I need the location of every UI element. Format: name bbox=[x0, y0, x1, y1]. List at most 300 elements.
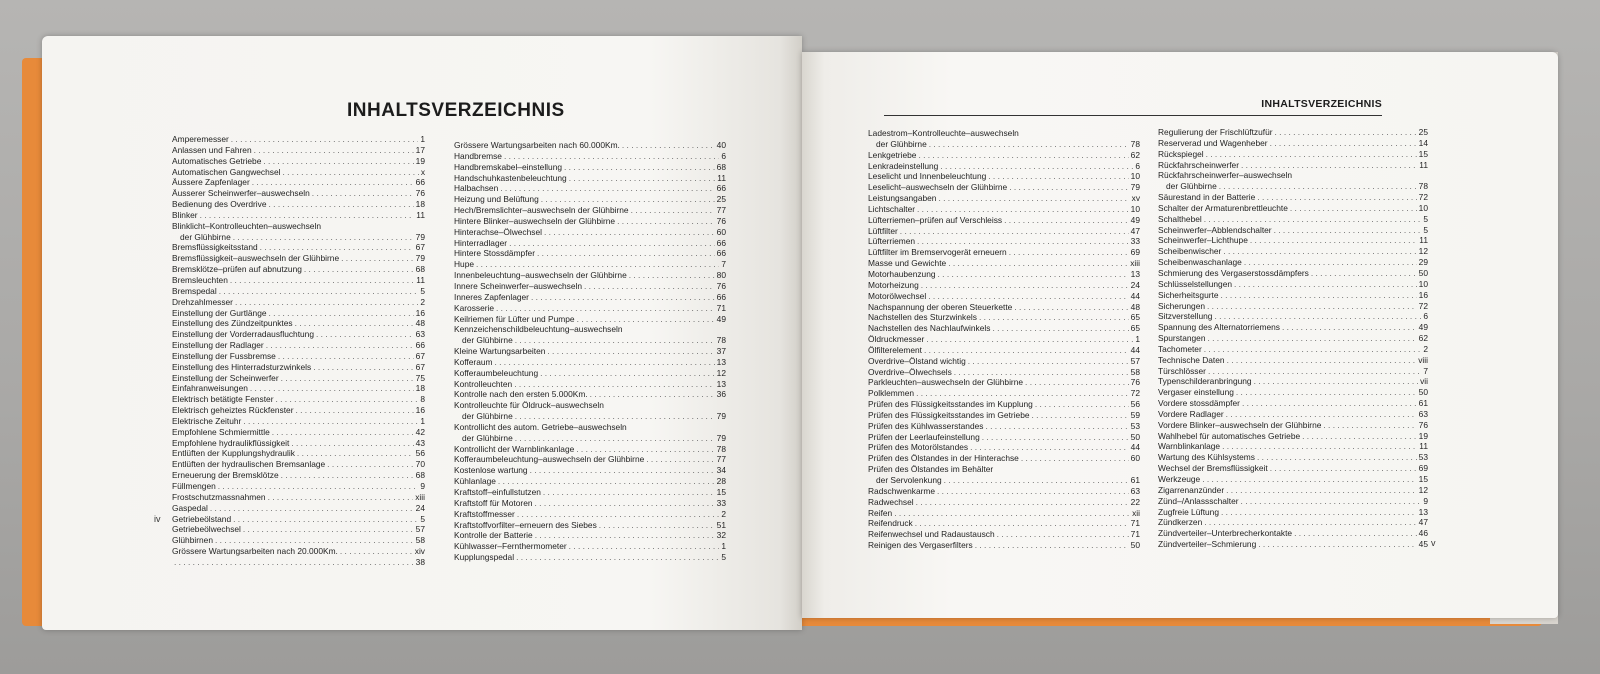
entry-page: 5 bbox=[1423, 224, 1428, 235]
entry-title: Lüftfilter bbox=[868, 225, 898, 236]
entry-page: 63 bbox=[415, 329, 425, 340]
index-entry bbox=[172, 253, 425, 264]
entry-page: 56 bbox=[415, 448, 425, 459]
index-entry bbox=[868, 497, 1140, 508]
dot-leader bbox=[929, 139, 1129, 150]
dot-leader bbox=[1226, 485, 1417, 496]
entry-title: Kofferaumbeleuchtung–auswechseln der Glühbirne bbox=[454, 454, 645, 465]
dot-leader bbox=[917, 204, 1129, 215]
index-entry bbox=[454, 400, 726, 411]
entry-title: Motorhaubenzung bbox=[868, 268, 936, 279]
index-entry bbox=[868, 410, 1140, 421]
index-entry bbox=[868, 518, 1140, 529]
dot-leader bbox=[235, 297, 418, 308]
index-entry bbox=[1158, 507, 1428, 518]
index-entry bbox=[172, 232, 425, 243]
index-entry bbox=[172, 481, 425, 492]
entry-title: Overdrive–Ölstand wichtig bbox=[868, 355, 966, 366]
index-entry bbox=[868, 193, 1140, 204]
entry-page: 66 bbox=[415, 340, 425, 351]
entry-title: Bremspedal bbox=[172, 285, 217, 296]
entry-title: Typenschilderanbringung bbox=[1158, 376, 1252, 387]
entry-page: 2 bbox=[721, 508, 726, 519]
entry-page: 6 bbox=[721, 150, 726, 161]
entry-page: 46 bbox=[1418, 528, 1428, 539]
entry-title: Kühlanlage bbox=[454, 476, 496, 487]
index-entry bbox=[172, 210, 425, 221]
entry-title: Äusserer Scheinwerfer–auswechseln bbox=[172, 188, 310, 199]
entry-page: 12 bbox=[716, 367, 726, 378]
index-entry bbox=[868, 345, 1140, 356]
entry-title: Zigarrenanzünder bbox=[1158, 484, 1225, 495]
entry-title: Drehzahlmesser bbox=[172, 296, 233, 307]
dot-leader bbox=[1244, 257, 1417, 268]
dot-leader bbox=[1004, 215, 1129, 226]
dot-leader bbox=[243, 416, 418, 427]
dot-leader bbox=[304, 264, 414, 275]
entry-title: Rückfahrscheinwerfer bbox=[1158, 159, 1239, 170]
entry-title: Reifendruck bbox=[868, 518, 913, 529]
index-entry bbox=[454, 259, 726, 270]
entry-title: Halbachsen bbox=[454, 183, 499, 194]
index-entry bbox=[454, 465, 726, 476]
dot-leader bbox=[622, 140, 715, 151]
entry-page: 5 bbox=[721, 552, 726, 563]
entry-page: 11 bbox=[1419, 235, 1428, 246]
entry-title: Zugfreie Lüftung bbox=[1158, 506, 1219, 517]
index-entry bbox=[454, 487, 726, 498]
entry-title: Anlassen und Fahren bbox=[172, 144, 252, 155]
entry-page: 50 bbox=[1130, 431, 1140, 442]
entry-title: Lüfterriemen–prüfen auf Verschleiss bbox=[868, 214, 1003, 225]
dot-leader bbox=[269, 199, 414, 210]
entry-title: Schlüsselstellungen bbox=[1158, 278, 1233, 289]
index-entry bbox=[454, 476, 726, 487]
dot-leader bbox=[631, 205, 715, 216]
dot-leader bbox=[268, 492, 414, 503]
entry-page: 76 bbox=[716, 280, 726, 291]
page-title: INHALTSVERZEICHNIS bbox=[347, 100, 565, 121]
index-entry bbox=[172, 340, 425, 351]
dot-leader bbox=[1257, 452, 1417, 463]
index-entry bbox=[868, 161, 1140, 172]
dot-leader bbox=[515, 335, 715, 346]
entry-title: Schalthebel bbox=[1158, 213, 1202, 224]
dot-leader bbox=[515, 411, 715, 422]
entry-title: Lenkradeinstellung bbox=[868, 160, 939, 171]
dot-leader bbox=[544, 227, 715, 238]
index-entry bbox=[868, 236, 1140, 247]
dot-leader bbox=[340, 546, 413, 557]
entry-title: Sicherheitsgurte bbox=[1158, 289, 1219, 300]
dot-leader bbox=[915, 518, 1129, 529]
dot-leader bbox=[1227, 355, 1417, 366]
entry-title: Polklemmen bbox=[868, 388, 915, 399]
dot-leader bbox=[535, 530, 715, 541]
dot-leader bbox=[569, 541, 720, 552]
dot-leader bbox=[1290, 203, 1417, 214]
entry-title: Kofferaumbeleuchtung bbox=[454, 367, 539, 378]
index-entry bbox=[868, 453, 1140, 464]
index-entry bbox=[454, 552, 726, 563]
index-entry bbox=[868, 388, 1140, 399]
index-entry bbox=[1158, 279, 1428, 290]
entry-title: Erneuerung der Bremsklötze bbox=[172, 470, 279, 481]
dot-leader bbox=[269, 308, 414, 319]
entry-title: Türschlösser bbox=[1158, 365, 1206, 376]
entry-title: Innere Scheinwerfer–auswechseln bbox=[454, 280, 583, 291]
dot-leader bbox=[940, 161, 1133, 172]
entry-page: 79 bbox=[415, 231, 425, 242]
entry-page: 58 bbox=[415, 535, 425, 546]
dot-leader bbox=[992, 323, 1128, 334]
index-entry bbox=[454, 205, 726, 216]
dot-leader bbox=[1294, 528, 1417, 539]
entry-title: Scheinwerfer–Lichthupe bbox=[1158, 235, 1248, 246]
index-entry bbox=[172, 546, 425, 557]
index-entry bbox=[868, 508, 1140, 519]
entry-title: Nachstellen des Nachlaufwinkels bbox=[868, 323, 991, 334]
entry-title: Schmierung des Vergaserstossdämpfers bbox=[1158, 267, 1309, 278]
entry-title: Hech/Bremslichter–auswechseln der Glühbirne bbox=[454, 205, 629, 216]
dot-leader bbox=[231, 134, 419, 145]
dot-leader bbox=[924, 345, 1129, 356]
index-entry bbox=[868, 247, 1140, 258]
dot-leader bbox=[564, 162, 715, 173]
index-entry bbox=[1158, 409, 1428, 420]
dot-leader bbox=[584, 281, 715, 292]
entry-title: Einstellung der Vorderradausfluchtung bbox=[172, 329, 315, 340]
entry-title: Getriebeölstand bbox=[172, 513, 232, 524]
dot-leader bbox=[1254, 376, 1418, 387]
index-entry bbox=[172, 297, 425, 308]
entry-title: Prüfen des Motorölstandes bbox=[868, 442, 969, 453]
dot-leader bbox=[547, 346, 714, 357]
index-entry bbox=[1158, 214, 1428, 225]
entry-page: 66 bbox=[716, 248, 726, 259]
dot-leader bbox=[1302, 431, 1417, 442]
entry-page: 6 bbox=[1423, 311, 1428, 322]
index-entry bbox=[454, 379, 726, 390]
dot-leader bbox=[1202, 474, 1416, 485]
entry-title: Reifen bbox=[868, 507, 893, 518]
entry-title: Sitzverstellung bbox=[1158, 311, 1213, 322]
index-entry bbox=[1158, 485, 1428, 496]
entry-title: Säurestand in der Batterie bbox=[1158, 192, 1256, 203]
entry-title: Blinklicht–Kontrolleuchten–auswechseln bbox=[172, 220, 321, 231]
dot-leader bbox=[1282, 322, 1417, 333]
entry-title: Äussere Zapfenlager bbox=[172, 177, 250, 188]
index-entry bbox=[172, 557, 425, 568]
header-rule bbox=[884, 115, 1382, 116]
entry-page: 56 bbox=[1130, 399, 1140, 410]
dot-leader bbox=[1021, 453, 1129, 464]
dot-leader bbox=[219, 286, 419, 297]
entry-title: Reifenwechsel und Radaustausch bbox=[868, 529, 995, 540]
index-entry bbox=[454, 162, 726, 173]
entry-page: 15 bbox=[716, 487, 726, 497]
entry-page: 63 bbox=[1418, 408, 1428, 419]
index-entry bbox=[1158, 452, 1428, 463]
right-page bbox=[802, 52, 1558, 618]
dot-leader bbox=[926, 334, 1133, 345]
dot-leader bbox=[1311, 268, 1417, 279]
index-entry bbox=[868, 367, 1140, 378]
entry-title: Kühlwasser–Fernthermometer bbox=[454, 541, 567, 552]
index-entry bbox=[868, 128, 1140, 139]
entry-page: 71 bbox=[1130, 529, 1140, 540]
dot-leader bbox=[1204, 214, 1422, 225]
entry-page: 12 bbox=[1418, 484, 1428, 495]
dot-leader bbox=[1223, 246, 1416, 257]
dot-leader bbox=[1236, 387, 1417, 398]
entry-title: Gaspedal bbox=[172, 502, 208, 513]
index-column-2 bbox=[454, 140, 726, 563]
entry-page: 69 bbox=[1130, 247, 1140, 258]
entry-title: Werkzeuge bbox=[1158, 474, 1201, 484]
entry-page: 75 bbox=[415, 372, 425, 383]
entry-page: 53 bbox=[1418, 452, 1428, 463]
entry-page: 62 bbox=[1418, 333, 1428, 344]
dot-leader bbox=[1241, 496, 1422, 507]
dot-leader bbox=[316, 329, 414, 340]
entry-title: Glühbirnen bbox=[172, 535, 213, 546]
index-entry bbox=[454, 411, 726, 422]
dot-leader bbox=[576, 444, 714, 455]
dot-leader bbox=[278, 351, 414, 362]
index-entry bbox=[868, 182, 1140, 193]
entry-page: 5 bbox=[420, 513, 425, 524]
dot-leader bbox=[917, 236, 1129, 247]
dot-leader bbox=[291, 438, 413, 449]
index-entry bbox=[1158, 301, 1428, 312]
entry-title: Hintere Stossdämpfer bbox=[454, 248, 535, 259]
dot-leader bbox=[1234, 279, 1417, 290]
index-entry bbox=[454, 509, 726, 520]
entry-page: 10 bbox=[1130, 171, 1140, 182]
index-entry bbox=[454, 324, 726, 335]
entry-page: 10 bbox=[1418, 202, 1428, 213]
index-entry bbox=[868, 399, 1140, 410]
index-entry bbox=[172, 524, 425, 535]
entry-title: Prüfen des Kühlwasserstandes bbox=[868, 420, 984, 431]
index-entry bbox=[1158, 366, 1428, 377]
entry-title: Kraftstoff–einfullstutzen bbox=[454, 487, 541, 497]
entry-title: Amperemesser bbox=[172, 134, 229, 144]
index-entry bbox=[868, 421, 1140, 432]
dot-leader bbox=[954, 367, 1129, 378]
dot-leader bbox=[515, 433, 715, 444]
dot-leader bbox=[1219, 181, 1417, 192]
entry-title: Einstellung der Fussbremse bbox=[172, 350, 276, 361]
index-entry bbox=[454, 389, 726, 400]
index-entry bbox=[454, 248, 726, 259]
dot-leader bbox=[1032, 410, 1129, 421]
index-entry bbox=[868, 356, 1140, 367]
dot-leader bbox=[1221, 290, 1417, 301]
dot-leader bbox=[496, 303, 715, 314]
index-entry bbox=[172, 242, 425, 253]
index-entry bbox=[868, 269, 1140, 280]
index-entry bbox=[868, 442, 1140, 453]
dot-leader bbox=[215, 535, 414, 546]
entry-title: Automatisches Getriebe bbox=[172, 155, 262, 166]
entry-title: Motorölwechsel bbox=[868, 290, 927, 301]
index-entry bbox=[1158, 181, 1428, 192]
entry-title: Prüfen des Flüssigkeitsstandes im Getriebe bbox=[868, 409, 1030, 420]
entry-page: 50 bbox=[1418, 387, 1428, 398]
index-entry bbox=[454, 303, 726, 314]
entry-page: 45 bbox=[1418, 539, 1428, 550]
dot-leader bbox=[646, 454, 714, 465]
entry-title: Overdrive–Ölwechsels bbox=[868, 366, 952, 377]
dot-leader bbox=[590, 389, 715, 400]
dot-leader bbox=[1241, 160, 1417, 171]
entry-title: Lenkgetriebe bbox=[868, 149, 917, 160]
index-entry bbox=[454, 335, 726, 346]
dot-leader bbox=[937, 486, 1129, 497]
entry-page: 71 bbox=[716, 302, 726, 313]
entry-title: Zündverteiler–Unterbrecherkontakte bbox=[1158, 528, 1293, 539]
entry-title: Radwechsel bbox=[868, 496, 914, 507]
entry-page: 79 bbox=[415, 253, 425, 264]
index-entry bbox=[454, 422, 726, 433]
entry-page: 65 bbox=[1130, 312, 1140, 323]
index-entry bbox=[172, 275, 425, 286]
entry-page: 5 bbox=[420, 285, 425, 296]
entry-title: Zündverteiler–Schmierung bbox=[1158, 539, 1257, 550]
entry-title: Leistungsangaben bbox=[868, 193, 937, 204]
entry-page: 50 bbox=[1130, 540, 1140, 551]
index-entry bbox=[1158, 376, 1428, 387]
entry-title: Regulierung der Frischlüftzufür bbox=[1158, 127, 1273, 137]
entry-page: 66 bbox=[716, 237, 726, 248]
dot-leader bbox=[900, 226, 1129, 237]
entry-title: Vordere Radlager bbox=[1158, 408, 1224, 419]
index-entry bbox=[172, 448, 425, 459]
entry-page: 2 bbox=[420, 296, 425, 307]
dot-leader bbox=[916, 388, 1129, 399]
entry-page: 72 bbox=[1418, 300, 1428, 311]
entry-page: 19 bbox=[415, 155, 425, 166]
dot-leader bbox=[266, 340, 414, 351]
dot-leader bbox=[295, 318, 414, 329]
dot-leader bbox=[1250, 235, 1417, 246]
entry-page: 14 bbox=[1418, 137, 1428, 148]
dot-leader bbox=[1014, 302, 1128, 313]
entry-title: Kontrolle der Batterie bbox=[454, 530, 533, 541]
entry-page: 33 bbox=[716, 497, 726, 508]
dot-leader bbox=[629, 270, 715, 281]
dot-leader bbox=[327, 459, 414, 470]
dot-leader bbox=[1274, 225, 1422, 236]
entry-page: 33 bbox=[1130, 236, 1140, 247]
entry-page: 70 bbox=[415, 459, 425, 470]
dot-leader bbox=[275, 394, 418, 405]
entry-title: Elektrische Zeituhr bbox=[172, 415, 242, 426]
index-entry bbox=[454, 520, 726, 531]
index-entry bbox=[1158, 192, 1428, 203]
dot-leader bbox=[296, 405, 414, 416]
left-page bbox=[42, 36, 802, 630]
dot-leader bbox=[210, 503, 414, 514]
index-entry bbox=[868, 302, 1140, 313]
entry-title: Motorheizung bbox=[868, 279, 919, 290]
entry-page: 79 bbox=[1130, 182, 1140, 193]
index-entry bbox=[172, 362, 425, 373]
dot-leader bbox=[514, 379, 714, 390]
index-entry bbox=[454, 216, 726, 227]
dot-leader bbox=[537, 248, 715, 259]
entry-page: 44 bbox=[1130, 442, 1140, 453]
entry-page: 49 bbox=[1418, 322, 1428, 333]
entry-page: 1 bbox=[420, 134, 425, 144]
entry-title: Scheibenwaschanlage bbox=[1158, 257, 1242, 268]
dot-leader bbox=[543, 487, 715, 498]
entry-page: 37 bbox=[716, 346, 726, 357]
running-header: INHALTSVERZEICHNIS bbox=[1261, 98, 1382, 110]
index-entry bbox=[868, 226, 1140, 237]
entry-page: 13 bbox=[716, 356, 726, 367]
entry-title: Handschuhkastenbeleuchtung bbox=[454, 172, 567, 183]
entry-title: Scheibenwischer bbox=[1158, 246, 1222, 257]
index-entry bbox=[172, 308, 425, 319]
entry-page: 1 bbox=[420, 415, 425, 426]
entry-title: Prüfen des Flüssigkeitsstandes im Kupplung bbox=[868, 399, 1033, 410]
dot-leader bbox=[218, 481, 419, 492]
index-entry bbox=[172, 156, 425, 167]
entry-title: Radschwenkarme bbox=[868, 485, 936, 496]
entry-title: Handbremskabel–einstellung bbox=[454, 161, 563, 172]
index-entry bbox=[172, 535, 425, 546]
entry-page: 61 bbox=[1418, 398, 1428, 409]
entry-title: Rückfahrscheinwerfer–auswechseln bbox=[1158, 170, 1293, 181]
entry-page: xv bbox=[1131, 193, 1140, 204]
index-entry bbox=[1158, 311, 1428, 322]
dot-leader bbox=[1270, 463, 1417, 474]
entry-page: 72 bbox=[1130, 388, 1140, 399]
entry-title: Handbremse bbox=[454, 150, 502, 161]
entry-page: xii bbox=[1132, 507, 1140, 518]
entry-page: 77 bbox=[716, 205, 726, 216]
entry-title: Hinterachse–Ölwechsel bbox=[454, 226, 542, 237]
dot-leader bbox=[250, 383, 414, 394]
entry-page: 76 bbox=[415, 188, 425, 199]
index-entry bbox=[1158, 138, 1428, 149]
entry-page: 78 bbox=[716, 443, 726, 454]
page-number-right: v bbox=[1431, 538, 1436, 548]
entry-page: 11 bbox=[416, 209, 425, 220]
dot-leader bbox=[948, 258, 1128, 269]
entry-page: 65 bbox=[1130, 323, 1140, 334]
dot-leader bbox=[254, 145, 414, 156]
index-entry bbox=[1158, 355, 1428, 366]
dot-leader bbox=[1035, 399, 1129, 410]
entry-page: 13 bbox=[716, 378, 726, 389]
index-entry bbox=[454, 151, 726, 162]
entry-page: 18 bbox=[415, 383, 425, 394]
entry-title: Sicherungen bbox=[1158, 300, 1206, 311]
dot-leader bbox=[894, 508, 1130, 519]
entry-page: 19 bbox=[1418, 430, 1428, 441]
dot-leader bbox=[997, 529, 1129, 540]
entry-title: Zündkerzen bbox=[1158, 517, 1203, 528]
entry-page: 68 bbox=[716, 161, 726, 172]
dot-leader bbox=[272, 427, 414, 438]
dot-leader bbox=[1009, 247, 1129, 258]
entry-title: Nachstellen des Sturzwinkels bbox=[868, 312, 977, 323]
index-entry bbox=[868, 432, 1140, 443]
